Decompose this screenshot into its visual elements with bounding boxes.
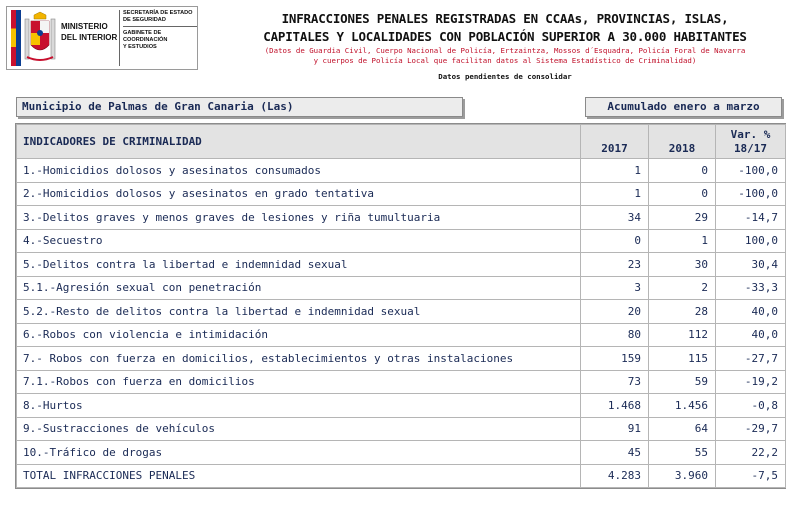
indicator-label: 10.-Tráfico de drogas bbox=[17, 441, 581, 465]
value-2018: 0 bbox=[649, 182, 716, 206]
value-2018: 64 bbox=[649, 417, 716, 441]
table-body bbox=[17, 159, 786, 488]
value-2018: 55 bbox=[649, 441, 716, 465]
value-2017: 0 bbox=[581, 229, 649, 253]
value-2017: 23 bbox=[581, 253, 649, 277]
table-header-row bbox=[17, 125, 786, 159]
ministry-name: MINISTERIO DEL INTERIOR bbox=[61, 22, 118, 42]
table-row bbox=[17, 229, 786, 253]
value-2018: 3.960 bbox=[649, 464, 716, 488]
table-row bbox=[17, 276, 786, 300]
title-line-1: INFRACCIONES PENALES REGISTRADAS EN CCAAs, PROVINCIAS, ISLAS, bbox=[281, 11, 729, 26]
value-2017: 1.468 bbox=[581, 394, 649, 418]
variation-value: -29,7 bbox=[716, 417, 786, 441]
eu-flag-strip bbox=[16, 10, 21, 66]
variation-value: 100,0 bbox=[716, 229, 786, 253]
value-2018: 59 bbox=[649, 370, 716, 394]
pending-consolidation-note: Datos pendientes de consolidar bbox=[438, 72, 572, 81]
variation-value: -100,0 bbox=[716, 182, 786, 206]
table-row bbox=[17, 347, 786, 371]
variation-value: -0,8 bbox=[716, 394, 786, 418]
value-2017: 91 bbox=[581, 417, 649, 441]
variation-value: -33,3 bbox=[716, 276, 786, 300]
table-row bbox=[17, 253, 786, 277]
data-sources-note bbox=[215, 46, 795, 66]
indicator-label: 5.-Delitos contra la libertad e indemnidad sexual bbox=[17, 253, 581, 277]
variation-value: 40,0 bbox=[716, 300, 786, 324]
sources-line-1: (Datos de Guardia Civil, Cuerpo Nacional de Policía, Ertzaintza, Mossos d´Esquadra, Policía Foral de Navarra bbox=[264, 46, 746, 55]
value-2018: 30 bbox=[649, 253, 716, 277]
value-2017: 73 bbox=[581, 370, 649, 394]
period-selector[interactable]: Acumulado enero a marzo bbox=[585, 97, 782, 117]
value-2018: 2 bbox=[649, 276, 716, 300]
crime-indicators-table bbox=[15, 123, 786, 489]
year-2018-column-header: 2018 bbox=[649, 125, 716, 159]
variation-value: -27,7 bbox=[716, 347, 786, 371]
indicator-label: 2.-Homicidios dolosos y asesinatos en grado tentativa bbox=[17, 182, 581, 206]
value-2018: 0 bbox=[649, 159, 716, 183]
table-row bbox=[17, 323, 786, 347]
variation-header-line-2: 18/17 bbox=[733, 141, 768, 155]
indicator-label: 5.1.-Agresión sexual con penetración bbox=[17, 276, 581, 300]
table-row bbox=[17, 159, 786, 183]
indicator-column-header: INDICADORES DE CRIMINALIDAD bbox=[17, 125, 581, 159]
variation-value: -100,0 bbox=[716, 159, 786, 183]
variation-value: 30,4 bbox=[716, 253, 786, 277]
value-2017: 1 bbox=[581, 159, 649, 183]
variation-header-line-1: Var. % bbox=[730, 127, 771, 141]
value-2018: 115 bbox=[649, 347, 716, 371]
indicator-label: 7.1.-Robos con fuerza en domicilios bbox=[17, 370, 581, 394]
indicator-label: TOTAL INFRACCIONES PENALES bbox=[17, 464, 581, 488]
value-2017: 80 bbox=[581, 323, 649, 347]
indicator-label: 1.-Homicidios dolosos y asesinatos consumados bbox=[17, 159, 581, 183]
value-2018: 1.456 bbox=[649, 394, 716, 418]
table-row bbox=[17, 370, 786, 394]
indicator-label: 8.-Hurtos bbox=[17, 394, 581, 418]
variation-value: -7,5 bbox=[716, 464, 786, 488]
value-2017: 159 bbox=[581, 347, 649, 371]
indicator-label: 7.- Robos con fuerza en domicilios, establecimientos y otras instalaciones bbox=[17, 347, 581, 371]
variation-column-header bbox=[716, 125, 786, 159]
value-2018: 1 bbox=[649, 229, 716, 253]
municipality-selector[interactable]: Municipio de Palmas de Gran Canaria (Las) bbox=[16, 97, 463, 117]
table-row bbox=[17, 206, 786, 230]
secretariat-name: SECRETARÍA DE ESTADO DE SEGURIDAD bbox=[123, 10, 197, 27]
indicator-label: 9.-Sustracciones de vehículos bbox=[17, 417, 581, 441]
value-2017: 45 bbox=[581, 441, 649, 465]
variation-value: -14,7 bbox=[716, 206, 786, 230]
table-row bbox=[17, 464, 786, 488]
indicator-label: 6.-Robos con violencia e intimidación bbox=[17, 323, 581, 347]
ministry-logo bbox=[6, 6, 198, 70]
value-2017: 3 bbox=[581, 276, 649, 300]
value-2018: 112 bbox=[649, 323, 716, 347]
indicator-label: 3.-Delitos graves y menos graves de lesiones y riña tumultuaria bbox=[17, 206, 581, 230]
value-2017: 34 bbox=[581, 206, 649, 230]
value-2018: 28 bbox=[649, 300, 716, 324]
sources-line-2: y cuerpos de Policía Local que facilitan datos al Sistema Estadístico de Criminalidad) bbox=[313, 56, 697, 65]
report-title bbox=[215, 10, 795, 46]
value-2018: 29 bbox=[649, 206, 716, 230]
cabinet-name: GABINETE DE COORDINACIÓN Y ESTUDIOS bbox=[123, 30, 168, 50]
indicator-label: 5.2.-Resto de delitos contra la libertad e indemnidad sexual bbox=[17, 300, 581, 324]
variation-value: -19,2 bbox=[716, 370, 786, 394]
year-2017-column-header: 2017 bbox=[581, 125, 649, 159]
logo-secretariat-block bbox=[119, 10, 197, 66]
table-row bbox=[17, 182, 786, 206]
table-row bbox=[17, 394, 786, 418]
title-line-2: CAPITALES Y LOCALIDADES CON POBLACIÓN SUPERIOR A 30.000 HABITANTES bbox=[263, 29, 747, 44]
indicator-label: 4.-Secuestro bbox=[17, 229, 581, 253]
table-row bbox=[17, 300, 786, 324]
variation-value: 40,0 bbox=[716, 323, 786, 347]
table-row bbox=[17, 417, 786, 441]
table-row bbox=[17, 441, 786, 465]
variation-value: 22,2 bbox=[716, 441, 786, 465]
coat-of-arms-icon bbox=[23, 11, 57, 65]
value-2017: 1 bbox=[581, 182, 649, 206]
value-2017: 20 bbox=[581, 300, 649, 324]
value-2017: 4.283 bbox=[581, 464, 649, 488]
